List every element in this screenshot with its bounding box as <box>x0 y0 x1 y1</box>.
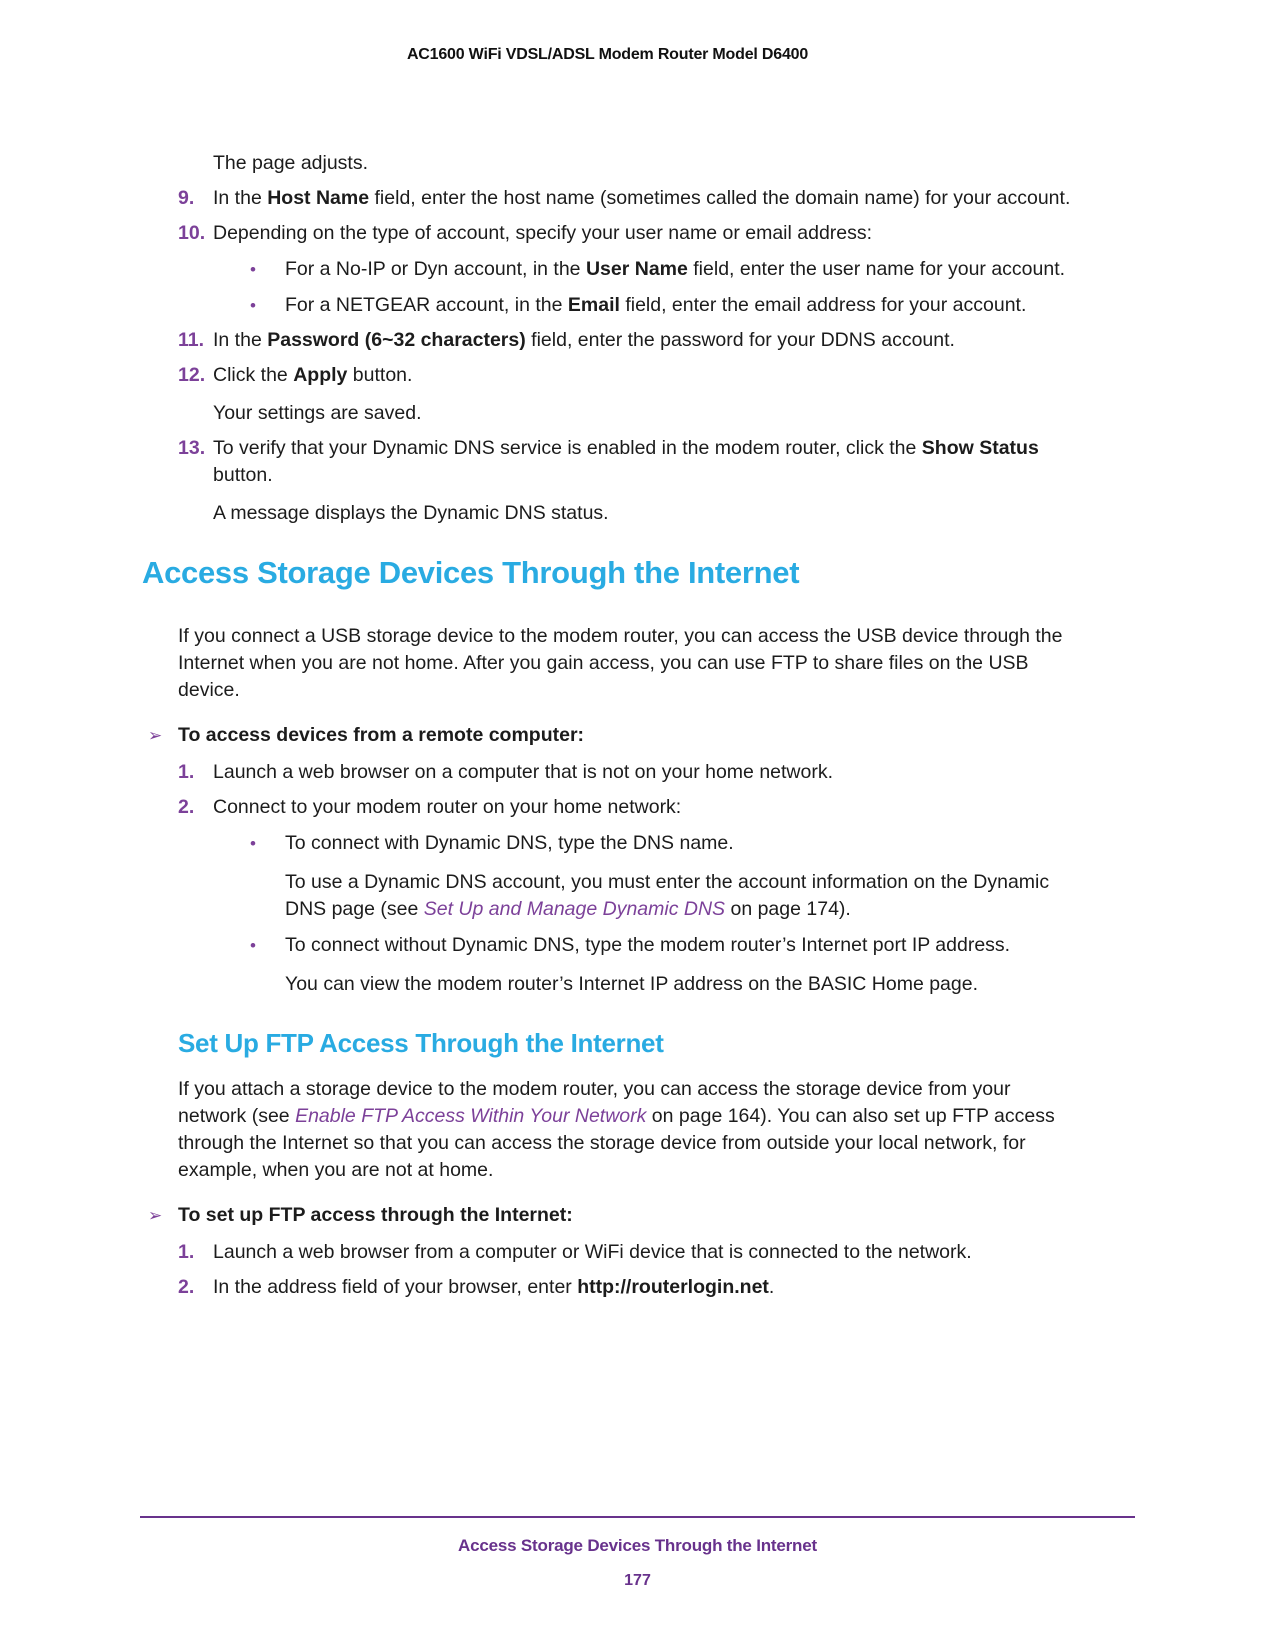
cross-reference-link[interactable]: Enable FTP Access Within Your Network <box>295 1105 647 1127</box>
bullet-text <box>285 292 1026 319</box>
text-run: Depending on the type of account, specify your user name or email address: <box>213 222 873 244</box>
bold-term: Host Name <box>267 187 370 209</box>
step-text <box>213 1239 972 1266</box>
text-run: For a NETGEAR account, in the <box>285 294 568 316</box>
text-run: Launch a web browser on a computer that is not on your home network. <box>213 761 834 783</box>
bullet-item <box>250 292 1135 319</box>
text-run: If you connect a USB storage device to the modem router, you can access the USB device through the Internet when you are not home. After you gain access, you can use FTP to share files on the USB device. <box>178 625 1063 701</box>
list-step <box>178 362 1135 389</box>
list-step <box>178 1239 1135 1266</box>
bullet-item <box>250 932 1135 959</box>
procedure-heading: To access devices from a remote computer: <box>178 724 585 746</box>
bullet-text <box>285 932 1010 959</box>
text-run: field, enter the host name (sometimes called the domain name) for your account. <box>369 187 1071 209</box>
page-header: AC1600 WiFi VDSL/ADSL Modem Router Model D6400 <box>406 46 809 63</box>
text-run: A message displays the Dynamic DNS status. <box>213 502 609 524</box>
procedure-arrow-icon: ➢ <box>148 1206 163 1225</box>
text-run: . <box>768 1276 775 1298</box>
step-number: 1. <box>178 761 195 783</box>
text-run: on page 164). You can also set up FTP access through the Internet so that you can access the storage device from outside your local network, for example, when you are not at home. <box>178 1105 1055 1181</box>
text-run: Click the <box>213 364 294 386</box>
text-run: In the address field of your browser, enter <box>213 1276 578 1298</box>
bold-term: Email <box>567 294 620 316</box>
paragraph <box>213 400 1073 427</box>
bold-term: http://routerlogin.net <box>577 1276 769 1298</box>
content <box>140 150 1135 1301</box>
bullet-text <box>285 830 734 857</box>
bullet-icon: • <box>250 260 256 279</box>
step-text <box>213 185 1070 212</box>
list-step <box>178 327 1135 354</box>
bullet-icon: • <box>250 296 256 315</box>
step-text <box>213 1274 774 1301</box>
text-run: To connect without Dynamic DNS, type the modem router’s Internet port IP address. <box>285 934 1011 956</box>
text-run: For a No-IP or Dyn account, in the <box>285 258 586 280</box>
step-number: 1. <box>178 1241 195 1263</box>
text-run: field, enter the email address for your account. <box>619 294 1027 316</box>
step-text <box>213 794 681 821</box>
text-run: on page 174). <box>725 898 851 920</box>
text-run: If you attach a storage device to the modem router, you can access the storage device from your network (see <box>178 1078 1011 1127</box>
step-text <box>213 759 833 786</box>
paragraph <box>285 869 1075 923</box>
paragraph <box>213 500 1073 527</box>
list-step <box>178 435 1135 489</box>
section-heading: Access Storage Devices Through the Internet <box>142 555 800 590</box>
bullet-item <box>250 256 1135 283</box>
step-text <box>213 220 872 247</box>
bullet-text <box>285 256 1065 283</box>
text-run: Your settings are saved. <box>213 402 422 424</box>
bullet-item <box>250 830 1135 857</box>
step-number: 2. <box>178 1276 195 1298</box>
subsection-heading: Set Up FTP Access Through the Internet <box>178 1028 664 1058</box>
bold-term: User Name <box>585 258 688 280</box>
text-run: To connect with Dynamic DNS, type the DNS name. <box>285 832 734 854</box>
list-step <box>178 220 1135 247</box>
page-number: 177 <box>624 1572 651 1589</box>
list-step <box>178 1274 1135 1301</box>
footer-section-title: Access Storage Devices Through the Internet <box>458 1536 817 1555</box>
text-run: button. <box>213 464 273 486</box>
step-number: 10. <box>178 222 206 244</box>
text-run: field, enter the user name for your account. <box>687 258 1066 280</box>
list-step <box>178 185 1135 212</box>
list-step <box>178 794 1135 821</box>
procedure-arrow-icon: ➢ <box>148 726 163 745</box>
text-run: You can view the modem router’s Internet IP address on the BASIC Home page. <box>285 973 979 995</box>
bold-term: Password (6~32 characters) <box>267 329 526 351</box>
procedure-heading-row <box>148 722 1135 749</box>
bullet-icon: • <box>250 834 256 853</box>
bold-term: Apply <box>293 364 348 386</box>
text-run: Launch a web browser from a computer or WiFi device that is connected to the network. <box>213 1241 972 1263</box>
bold-term: Show Status <box>921 437 1039 459</box>
text-run: To verify that your Dynamic DNS service is enabled in the modem router, click the <box>213 437 922 459</box>
procedure-heading-row <box>148 1202 1135 1229</box>
step-number: 9. <box>178 187 195 209</box>
paragraph <box>285 971 1075 998</box>
procedure-heading: To set up FTP access through the Internet: <box>178 1204 573 1226</box>
text-run: In the <box>213 187 268 209</box>
bullet-icon: • <box>250 936 256 955</box>
step-number: 12. <box>178 364 206 386</box>
text-run: The page adjusts. <box>213 152 369 174</box>
text-run: field, enter the password for your DDNS account. <box>525 329 955 351</box>
cross-reference-link[interactable]: Set Up and Manage Dynamic DNS <box>423 898 726 920</box>
step-number: 13. <box>178 437 206 459</box>
step-number: 2. <box>178 796 195 818</box>
paragraph <box>178 1076 1073 1184</box>
step-text <box>213 435 1073 489</box>
step-text <box>213 362 412 389</box>
footer-divider <box>140 1516 1135 1518</box>
text-run: Connect to your modem router on your home network: <box>213 796 682 818</box>
paragraph <box>178 623 1073 704</box>
list-step <box>178 759 1135 786</box>
paragraph <box>213 150 1073 177</box>
step-text <box>213 327 955 354</box>
text-run: button. <box>347 364 413 386</box>
text-run: In the <box>213 329 268 351</box>
text-run: To use a Dynamic DNS account, you must enter the account information on the Dynamic DNS page (see <box>285 871 1050 920</box>
step-number: 11. <box>178 329 205 351</box>
